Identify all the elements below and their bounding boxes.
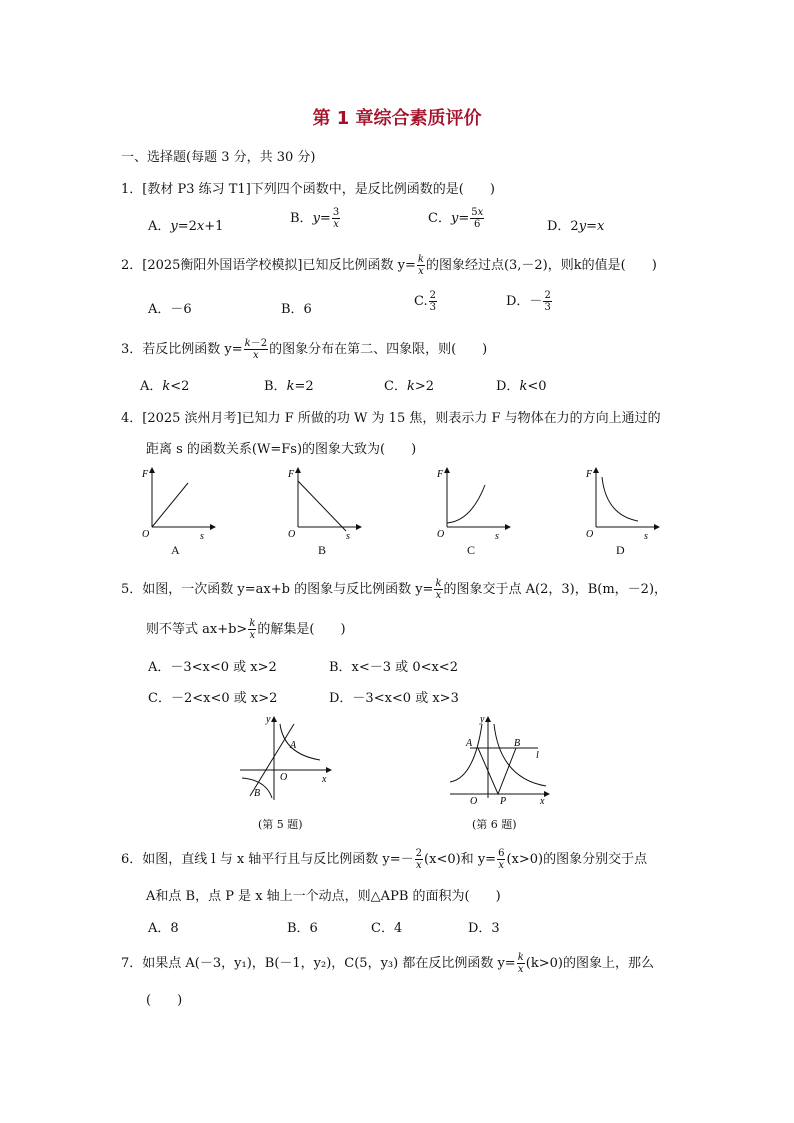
q3-option-d: D．k<0 — [496, 379, 547, 394]
q3-option-a: A．k<2 — [140, 379, 190, 394]
svg-text:A: A — [466, 738, 473, 749]
q4-graph-c-label: C — [467, 543, 476, 557]
svg-text:x: x — [322, 774, 327, 785]
question-6-stem: 6．如图，直线 l 与 x 轴平行且与反比例函数 y=－ $\frac{2}{x}$ (x<0)和 y= $\frac{6}{x}$ (x>0)的图象分别交于点 — [121, 848, 648, 871]
q1-option-c: C．y= $\frac{5x}{6}$ — [428, 207, 484, 230]
svg-text:y: y — [480, 714, 485, 725]
q4d-origin: O — [586, 529, 594, 540]
question-6-line-2: A和点 B，点 P 是 x 轴上一个动点，则△APB 的面积为( ) — [146, 889, 501, 904]
q1-option-d: D．2y=x — [547, 219, 605, 234]
q5-option-a: A．－3<x<0 或 x>2 — [148, 660, 277, 675]
question-5-line-2: 则不等式 ax+b> $\frac{k}{x}$ 的解集是( ) — [146, 618, 346, 641]
q4-graph-c — [433, 465, 513, 540]
q5-option-d: D．－3<x<0 或 x>3 — [329, 691, 459, 706]
q6-figure-caption: (第 6 题) — [472, 818, 517, 831]
q4-graph-b-label: B — [318, 543, 327, 557]
q4-graph-d-label: D — [616, 543, 625, 557]
page-title: 第 1 章综合素质评价 — [312, 108, 482, 129]
question-4-line-2: 距离 s 的函数关系(W=Fs)的图象大致为( ) — [146, 442, 417, 457]
q2-option-d: D．－ $\frac{2}{3}$ — [506, 290, 551, 313]
question-7-line-2: ( ) — [146, 993, 183, 1008]
question-2-stem: 2．[2025衡阳外国语学校模拟]已知反比例函数 y= $\frac{k}{x}$ 的图象经过点(3,－2)，则k的值是( ) — [121, 254, 657, 277]
q4a-origin: O — [142, 529, 150, 540]
q4b-origin: O — [288, 529, 296, 540]
q2-stem-part-a: 2．[2025衡阳外国语学校模拟]已知反比例函数 y= — [121, 258, 416, 273]
question-1-stem: 1．[教材 P3 练习 T1]下列四个函数中，是反比例函数的是( ) — [121, 182, 495, 197]
q5-line2-part-a: 则不等式 ax+b> — [146, 622, 248, 637]
q6-figure — [446, 712, 556, 804]
q2-stem-part-b: 的图象经过点(3,－2)，则k的值是( ) — [425, 258, 657, 273]
q6-stem-part-a: 6．如图，直线 l 与 x 轴平行且与反比例函数 y=－ — [121, 852, 414, 867]
q2-option-a: A．－6 — [148, 302, 192, 317]
q4-graph-d — [582, 465, 662, 540]
q5-figure-caption: (第 5 题) — [258, 818, 303, 831]
svg-text:B: B — [514, 738, 521, 749]
q7-stem-part-b: (k>0)的图象上，那么 — [525, 956, 654, 971]
q6-stem-part-b: (x<0)和 y= — [424, 852, 497, 867]
q4c-origin: O — [437, 529, 445, 540]
svg-text:A: A — [290, 740, 297, 751]
q7-stem-part-a: 7．如果点 A(－3，y₁)，B(－1，y₂)，C(5，y₃) 都在反比例函数 y= — [121, 956, 516, 971]
svg-text:y: y — [266, 714, 271, 725]
q6-stem-part-c: (x>0)的图象分别交于点 — [506, 852, 648, 867]
svg-text:P: P — [500, 796, 507, 804]
q4-graph-b — [284, 465, 364, 540]
q2-option-c: C. $\frac{2}{3}$ — [414, 290, 436, 313]
q4c-axis-y: F — [437, 469, 444, 480]
q6-option-d: D．3 — [468, 921, 500, 936]
q2-option-b: B．6 — [281, 302, 312, 317]
question-4-line-1: 4．[2025 滨州月考]已知力 F 所做的功 W 为 15 焦，则表示力 F 与物体在力的方向上通过的 — [121, 411, 661, 426]
q4-graph-a-label: A — [171, 543, 180, 557]
q4a-axis-y: F — [142, 469, 149, 480]
q4a-axis-x: s — [200, 531, 204, 540]
question-7-stem: 7．如果点 A(－3，y₁)，B(－1，y₂)，C(5，y₃) 都在反比例函数 y= $\frac{k}{x}$ (k>0)的图象上，那么 — [121, 952, 654, 975]
q5-option-c: C．－2<x<0 或 x>2 — [148, 691, 278, 706]
q4d-axis-x: s — [644, 531, 648, 540]
q5-option-b: B．x<－3 或 0<x<2 — [329, 660, 458, 675]
q4c-axis-x: s — [495, 531, 499, 540]
q6-option-b: B．6 — [287, 921, 318, 936]
q1-option-a: A．y=2x+1 — [148, 219, 224, 234]
q3-stem-part-b: 的图象分布在第二、四象限，则( ) — [269, 342, 488, 357]
svg-text:l: l — [536, 750, 539, 761]
section-heading: 一、选择题(每题 3 分，共 30 分) — [121, 150, 316, 165]
q3-option-b: B．k=2 — [264, 379, 314, 394]
q4b-axis-y: F — [288, 469, 295, 480]
question-5-stem: 5．如图，一次函数 y=ax+b 的图象与反比例函数 y= $\frac{k}{x}$ 的图象交于点 A(2，3)，B(m，－2)， — [121, 578, 668, 601]
question-3-stem: 3．若反比例函数 y= $\frac{k-2}{x}$ 的图象分布在第二、四象限，则( ) — [121, 338, 488, 361]
q5-stem-part-a: 5．如图，一次函数 y=ax+b 的图象与反比例函数 y= — [121, 582, 434, 597]
q1-option-b: B．y= $\frac{3}{x}$ — [290, 207, 340, 230]
q4-graph-a — [138, 465, 218, 540]
q4d-axis-y: F — [586, 469, 593, 480]
svg-text:x: x — [540, 796, 545, 804]
q6-option-c: C．4 — [371, 921, 403, 936]
q5-figure — [236, 712, 336, 804]
q3-option-c: C．k>2 — [384, 379, 435, 394]
q5-line2-part-b: 的解集是( ) — [257, 622, 346, 637]
q5-stem-part-b: 的图象交于点 A(2，3)，B(m，－2)， — [443, 582, 668, 597]
q4b-axis-x: s — [346, 531, 350, 540]
q6-option-a: A．8 — [148, 921, 179, 936]
q5-origin: O — [280, 772, 288, 783]
svg-text:B: B — [254, 788, 261, 799]
q6-origin: O — [470, 796, 478, 804]
q3-stem-part-a: 3．若反比例函数 y= — [121, 342, 243, 357]
